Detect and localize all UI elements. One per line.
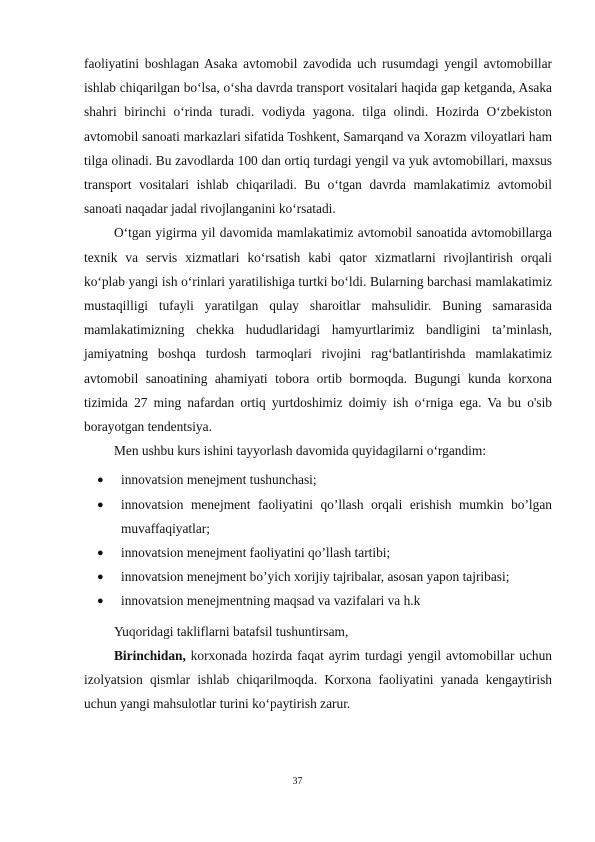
list-item [84,493,552,541]
bullet-icon: ● [97,595,104,608]
paragraph-auto-industry-development: O‘tgan yigirma yil davomida mamlakatimiz avtomobil sanoatida avtomobillarga texnik va servis xizmatlari ko‘rsatish kabi qator xizmatlarni rivojlantirish orqali ko‘plab yangi ish o‘rinlari yaratilishiga turtki bo‘ldi. Bularning barchasi mamlakatimiz mustaqilligi tufayli yaratilgan qulay sharoitlar mahsulidir. Buning samarasida mamlakatimizning chekka hududlaridagi hamyurtlarimiz bandligini ta’minlash, jamiyatning boshqa turdosh tarmoqlari rivojini rag‘batlantirishda mamlakatimiz avtomobil sanoatining ahamiyati tobora ortib bormoqda. Bugungi kunda korxona tizimida 27 ming nafardan ortiq yurtdoshimiz doimiy ish o‘rniga ega. Va bu o'sib borayotgan tendentsiya. [84,225,552,435]
list-item-text: innovatsion menejmentning maqsad va vazifalari va h.k [121,593,421,609]
bullet-icon: ● [97,547,104,560]
bullet-icon: ● [97,571,104,584]
list-item [84,468,552,492]
list-item-text: innovatsion menejment faoliyatini qo’llash orqali erishish mumkin bo’lgan muvaffaqiyatlar; [121,496,552,536]
list-item-text: innovatsion menejment faoliyatini qo’llash tartibi; [121,545,391,561]
first-proposal-lead: Birinchidan, [114,647,186,663]
paragraph-asaka-history: faoliyatini boshlagan Asaka avtomobil zavodida uch rusumdagi yengil avtomobillar ishlab chiqarilgan bo‘lsa, o‘sha davrda transport vositalari haqida gap ketganda, Asaka shahri birinchi o‘rinda turadi. vodiyda yagona. tilga olindi. Hozirda O‘zbekiston avtomobil sanoati markazlari sifatida Toshkent, Samarqand va Xorazm viloyatlari ham tilga olinadi. Bu zavodlarda 100 dan ortiq turdagi yengil va yuk avtomobillari, maxsus transport vositalari ishlab chiqariladi. Bu o‘tgan davrda mamlakatimiz avtomobil sanoati naqadar jadal rivojlanganini ko‘rsatadi. [84,56,552,217]
bullet-icon: ● [97,498,104,511]
list-item [84,541,552,565]
list-item-text: innovatsion menejment bo’yich xorijiy tajribalar, asosan yapon tajribasi; [121,569,510,585]
first-proposal-text: korxonada hozirda faqat ayrim turdagi yengil avtomobillar uchun izolyatsion qismlar ishlab chiqarilmoqda. Korxona faoliyatini yanada kengaytirish uchun yangi mahsulotlar turini ko‘paytirish zarur. [84,647,552,712]
document-page [84,52,552,716]
page-number: 37 [292,776,303,787]
paragraph-proposals-intro: Yuqoridagi takliflarni batafsil tushuntirsam, [114,623,349,639]
paragraph-first-proposal [84,644,552,717]
list-item-text: innovatsion menejment tushunchasi; [121,472,317,488]
bullet-list [84,468,552,613]
paragraph-learned-intro: Men ushbu kurs ishini tayyorlash davomida quyidagilarni o‘rgandim: [114,443,487,459]
list-item [84,565,552,589]
bullet-icon: ● [97,474,104,487]
list-item [84,589,552,613]
